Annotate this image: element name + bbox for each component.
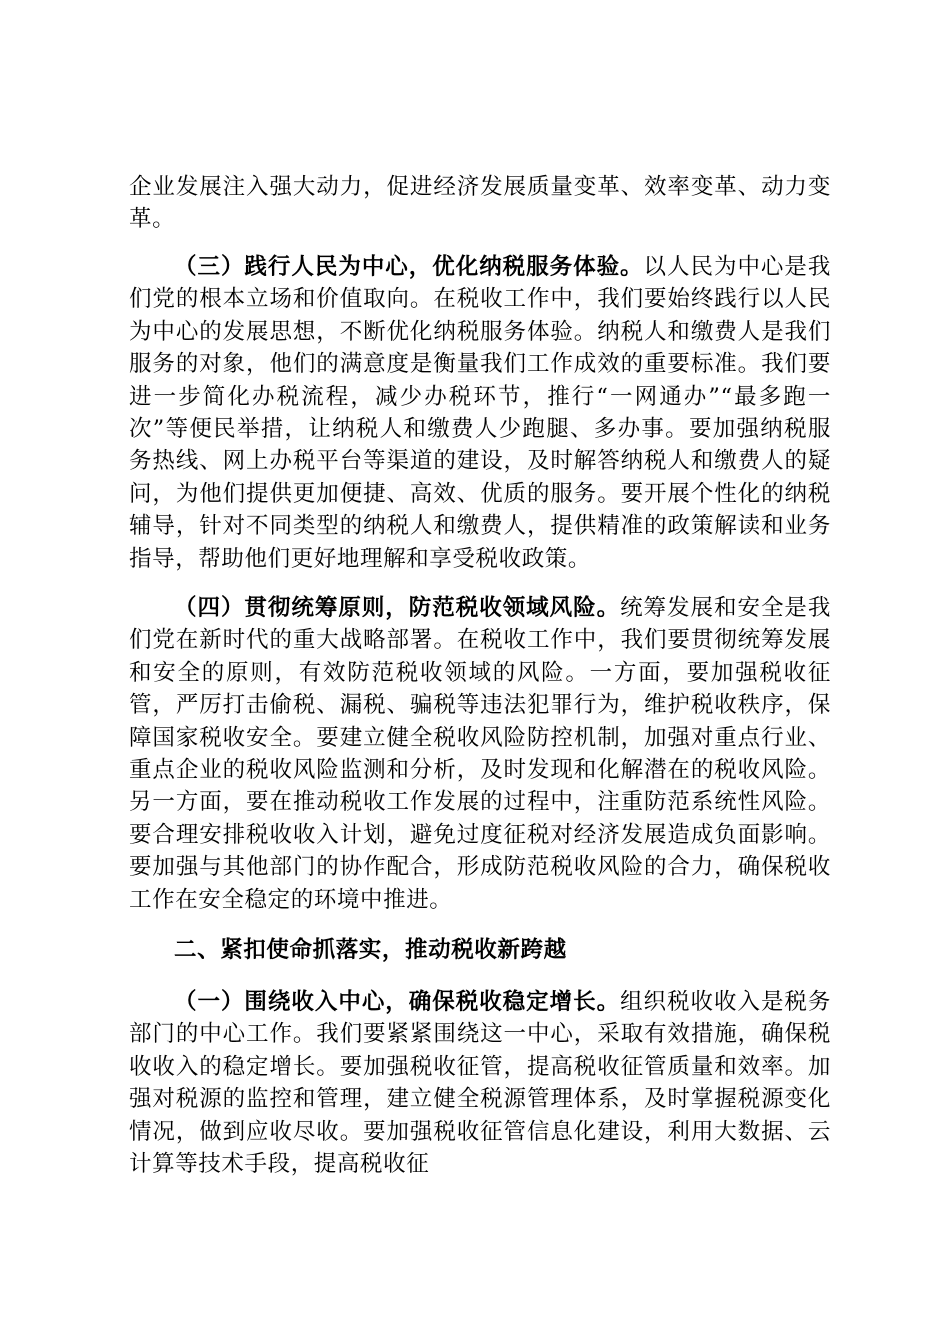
- paragraph-continuation: [129, 171, 831, 236]
- paragraph-text: 企业发展注入强大动力，促进经济发展质量变革、效率变革、动力变革。: [129, 174, 831, 233]
- paragraph-subsection-1: [129, 986, 831, 1180]
- paragraph-section-3: [129, 251, 831, 575]
- paragraph-text: 以人民为中心是我们党的根本立场和价值取向。在税收工作中，我们要始终践行以人民为中心的发展思想，不断优化纳税服务体验。纳税人和缴费人是我们服务的对象，他们的满意度是衡量我们工作成效的重要标准。我们要进一步简化办税流程，减少办税环节，推行“一网通办”“最多跑一次”等便民举措，让纳税人和缴费人少跑腿、多办事。要加强纳税服务热线、网上办税平台等渠道的建设，及时解答纳税人和缴费人的疑问，为他们提供更加便捷、高效、优质的服务。要开展个性化的纳税辅导，针对不同类型的纳税人和缴费人，提供精准的政策解读和业务指导，帮助他们更好地理解和享受税收政策。: [129, 254, 831, 572]
- paragraph-lead-title: （四）贯彻统筹原则，防范税收领域风险。: [174, 595, 621, 621]
- paragraph-lead-title: （三）践行人民为中心，优化纳税服务体验。: [174, 254, 644, 280]
- paragraph-text: 组织税收收入是税务部门的中心工作。我们要紧紧围绕这一中心，采取有效措施，确保税收收入的稳定增长。要加强税收征管，提高税收征管质量和效率。加强对税源的监控和管理，建立健全税源管理体系，及时掌握税源变化情况，做到应收尽收。要加强税收征管信息化建设，利用大数据、云计算等技术手段，提高税收征: [129, 989, 831, 1178]
- paragraph-text: 统筹发展和安全是我们党在新时代的重大战略部署。在税收工作中，我们要贯彻统筹发展和安全的原则，有效防范税收领域的风险。一方面，要加强税收征管，严厉打击偷税、漏税、骗税等违法犯罪行为，维护税收秩序，保障国家税收安全。要建立健全税收风险防控机制，加强对重点行业、重点企业的税收风险监测和分析，及时发现和化解潜在的税收风险。另一方面，要在推动税收工作发展的过程中，注重防范系统性风险。要合理安排税收收入计划，避免过度征税对经济发展造成负面影响。要加强与其他部门的协作配合，形成防范税收风险的合力，确保税收工作在安全稳定的环境中推进。: [129, 595, 831, 913]
- section-heading: 二、紧扣使命抓落实，推动税收新跨越: [174, 937, 567, 963]
- paragraph-section-4: [129, 592, 831, 916]
- paragraph-lead-title: （一）围绕收入中心，确保税收稳定增长。: [174, 989, 621, 1015]
